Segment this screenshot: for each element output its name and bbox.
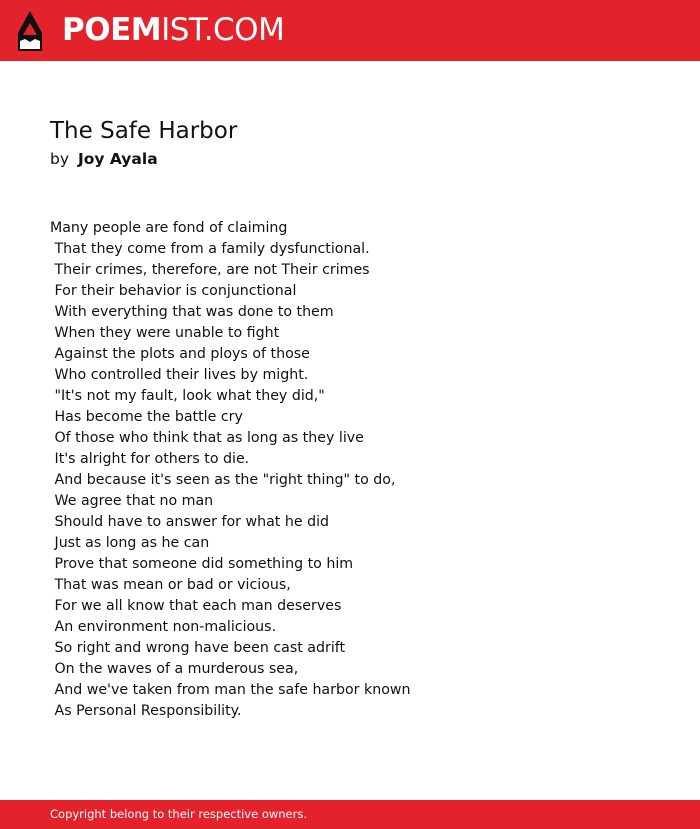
- poem-body: [50, 218, 410, 722]
- site-header: [0, 0, 700, 61]
- by-label: by: [50, 150, 70, 168]
- copyright-text: Copyright belong to their respective owners.: [50, 807, 308, 821]
- poem-line: Has become the battle cry: [50, 409, 243, 425]
- site-logo-text[interactable]: [62, 12, 284, 48]
- poem-line: For we all know that each man deserves: [50, 598, 342, 614]
- poem-line: "It's not my fault, look what they did,": [50, 388, 325, 404]
- poem-line: For their behavior is conjunctional: [50, 283, 297, 299]
- poem-line: We agree that no man: [50, 493, 214, 509]
- poem-line: So right and wrong have been cast adrift: [50, 640, 346, 656]
- poem-line: On the waves of a murderous sea,: [50, 661, 299, 677]
- poem-line: When they were unable to fight: [50, 325, 280, 341]
- pencil-icon[interactable]: [18, 11, 42, 51]
- poem-line: An environment non-malicious.: [50, 619, 277, 635]
- poem-line: As Personal Responsibility.: [50, 703, 242, 719]
- poem-line: Prove that someone did something to him: [50, 556, 354, 572]
- poem-line: With everything that was done to them: [50, 304, 334, 320]
- poem-line: Against the plots and ploys of those: [50, 346, 310, 362]
- site-footer: [0, 800, 700, 829]
- poem-line: Who controlled their lives by might.: [50, 367, 309, 383]
- poem-line: Many people are fond of claiming: [50, 220, 288, 236]
- poem-line: That they come from a family dysfunctional.: [50, 241, 370, 257]
- poem-author: Joy Ayala: [77, 150, 158, 168]
- poem-title: The Safe Harbor: [50, 118, 238, 144]
- brand-bold-text: POEM: [62, 12, 162, 48]
- poem-line: That was mean or bad or vicious,: [50, 577, 291, 593]
- poem-line: And we've taken from man the safe harbor known: [50, 682, 411, 698]
- poem-line: Of those who think that as long as they live: [50, 430, 364, 446]
- brand-light-text: IST.COM: [161, 12, 285, 48]
- poem-line: Their crimes, therefore, are not Their crimes: [50, 262, 370, 278]
- poem-byline: [50, 149, 158, 169]
- poem-line: It's alright for others to die.: [50, 451, 250, 467]
- poem-line: Should have to answer for what he did: [50, 514, 330, 530]
- poem-line: Just as long as he can: [50, 535, 210, 551]
- poem-line: And because it's seen as the "right thing" to do,: [50, 472, 396, 488]
